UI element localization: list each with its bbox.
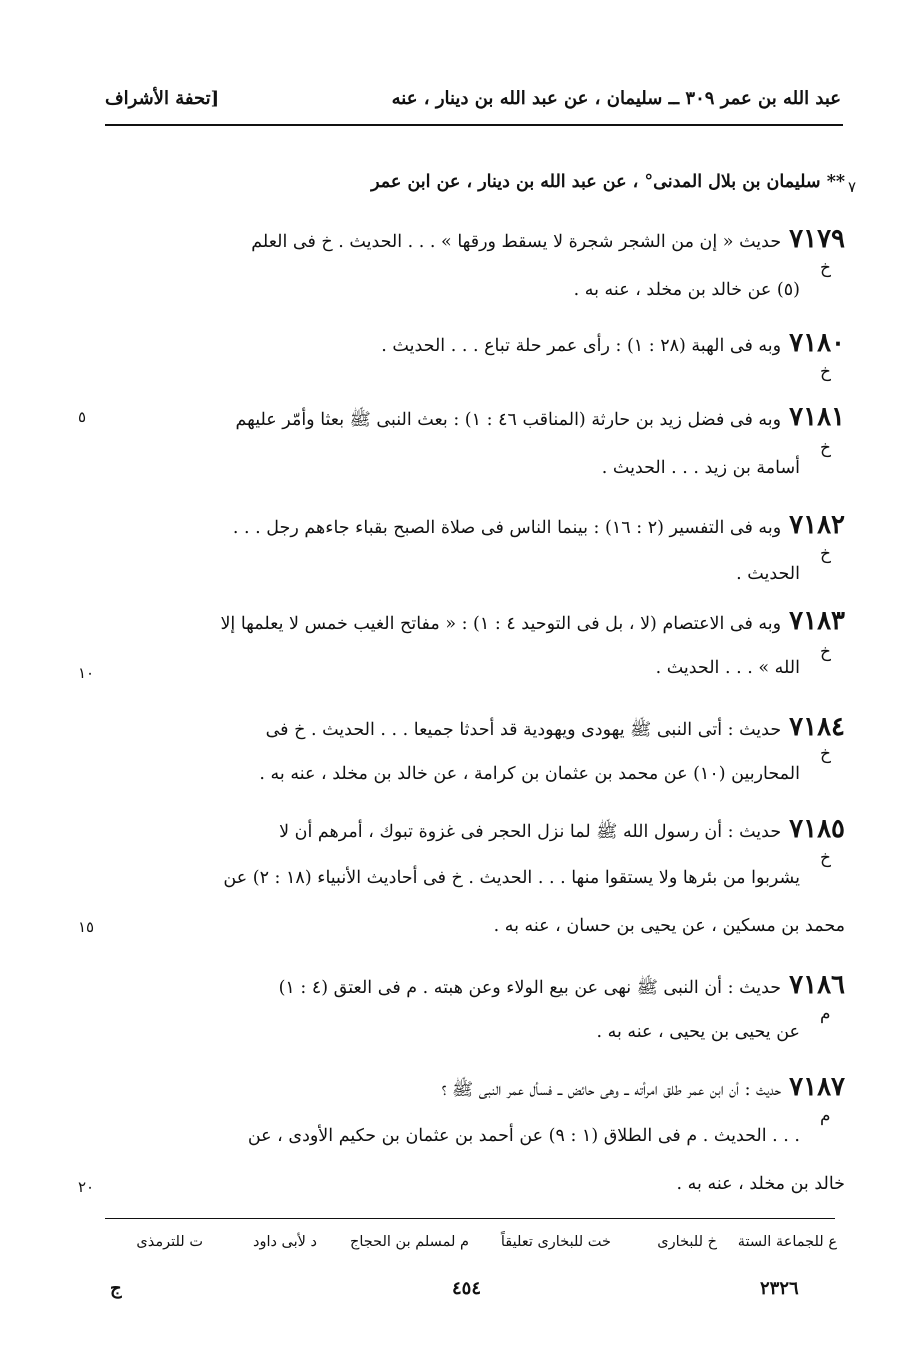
entry-7187-line2: . . . الحديث . م فى الطلاق (١ : ٩) عن أحمد بن عثمان بن حكيم الأودى ، عن bbox=[247, 1126, 800, 1146]
signature-mark: ج bbox=[110, 1278, 122, 1299]
line-number-15: ١٥ bbox=[78, 918, 95, 936]
entry-7183-line1: ٧١٨٣وبه فى الاعتصام (لا ، بل فى التوحيد ٤ : ١) : « مفاتح الغيب خمس لا يعلمها إلا bbox=[220, 606, 845, 636]
entry-7179-siglum: خ bbox=[820, 258, 831, 278]
entry-7179-line1: ٧١٧٩حديث « إن من الشجر شجرة لا يسقط ورقها » . . . الحديث . خ فى العلم bbox=[251, 224, 845, 254]
entry-7181-line1: ٧١٨١وبه فى فضل زيد بن حارثة (المناقب ٤٦ : ١) : بعث النبى ﷺ بعثا وأمّر عليهم bbox=[235, 402, 845, 432]
entry-7183-line2: الله » . . . الحديث . bbox=[655, 658, 800, 678]
entry-7187-line3: خالد بن مخلد ، عنه به . bbox=[676, 1174, 845, 1194]
legend-item: م لمسلم بن الحجاج bbox=[349, 1234, 469, 1250]
entry-7185-line1: ٧١٨٥حديث : أن رسول الله ﷺ لما نزل الحجر فى غزوة تبوك ، أمرهم أن لا bbox=[279, 814, 845, 844]
entry-7183-siglum: خ bbox=[820, 642, 831, 662]
section-heading: ** سليمان بن بلال المدنى° ، عن عبد الله بن دينار ، عن ابن عمر bbox=[371, 172, 845, 192]
page-number: ٤٥٤ bbox=[452, 1278, 482, 1299]
entry-7185-line2: يشربوا من بئرها ولا يستقوا منها . . . الحديث . خ فى أحاديث الأنبياء (١٨ : ٢) عن bbox=[223, 868, 800, 888]
entry-7186-line2: عن يحيى بن يحيى ، عنه به . bbox=[596, 1022, 800, 1042]
entry-7181-line2: أسامة بن زيد . . . الحديث . bbox=[601, 458, 800, 478]
entry-number: ٧١٨٧ bbox=[789, 1072, 845, 1102]
entry-7185-siglum: خ bbox=[820, 848, 831, 868]
legend-item: د لأبى داود bbox=[252, 1234, 317, 1250]
entry-7180-line1: ٧١٨٠وبه فى الهبة (٢٨ : ١) : رأى عمر حلة تباع . . . الحديث . bbox=[381, 328, 845, 358]
entry-7184-line1: ٧١٨٤حديث : أتى النبى ﷺ يهودى ويهودية قد أحدثا جميعا . . . الحديث . خ فى bbox=[265, 712, 845, 742]
entry-number: ٧١٨٢ bbox=[789, 510, 845, 540]
legend-item: خ للبخارى bbox=[657, 1234, 717, 1250]
footer-right-number: ٢٣٢٦ bbox=[760, 1278, 799, 1299]
book-title: [تحفة الأشراف bbox=[105, 88, 220, 109]
page-header bbox=[105, 88, 841, 120]
entry-number: ٧١٨٤ bbox=[789, 712, 845, 742]
running-title: عبد الله بن عمر ٣٠٩ ــ سليمان ، عن عبد الله بن دينار ، عنه bbox=[391, 88, 841, 109]
legend-item: ع للجماعة الستة bbox=[737, 1234, 837, 1250]
entry-number: ٧١٨٠ bbox=[789, 328, 845, 358]
entry-7182-line1: ٧١٨٢وبه فى التفسير (٢ : ١٦) : بينما الناس فى صلاة الصبح بقباء جاءهم رجل . . . bbox=[232, 510, 845, 540]
abbreviation-legend bbox=[105, 1234, 837, 1260]
entry-7184-line2: المحاربين (١٠) عن محمد بن عثمان بن كرامة ، عن خالد بن مخلد ، عنه به . bbox=[259, 764, 800, 784]
entry-7179-line2: (٥) عن خالد بن مخلد ، عنه به . bbox=[573, 280, 800, 300]
entry-7184-siglum: خ bbox=[820, 744, 831, 764]
entry-7186-line1: ٧١٨٦حديث : أن النبى ﷺ نهى عن بيع الولاء وعن هبته . م فى العتق (٤ : ١) bbox=[278, 970, 845, 1000]
entry-number: ٧١٧٩ bbox=[789, 224, 845, 254]
legend-item: خت للبخارى تعليقاً bbox=[500, 1234, 611, 1250]
entry-7182-line2: الحديث . bbox=[736, 564, 800, 584]
line-number-10: ١٠ bbox=[78, 664, 95, 682]
entry-number: ٧١٨٦ bbox=[789, 970, 845, 1000]
entry-7185-line3: محمد بن مسكين ، عن يحيى بن حسان ، عنه به . bbox=[493, 916, 845, 936]
legend-item: ت للترمذى bbox=[136, 1234, 203, 1250]
entry-7182-siglum: خ bbox=[820, 544, 831, 564]
entry-7187-siglum: م bbox=[820, 1106, 831, 1126]
section-number: ٧ bbox=[848, 178, 857, 196]
footer-rule bbox=[105, 1218, 835, 1219]
entry-7186-siglum: م bbox=[820, 1004, 831, 1024]
entry-7181-siglum: خ bbox=[820, 438, 831, 458]
entry-7187-line1: ٧١٨٧حديث : أن ابن عمر طلق امرأته ــ وهى حائض ــ فسأل عمر النبى ﷺ ؟ bbox=[441, 1072, 845, 1102]
line-number-20: ٢٠ bbox=[78, 1178, 95, 1196]
entry-number: ٧١٨٥ bbox=[789, 814, 845, 844]
entry-number: ٧١٨٣ bbox=[789, 606, 845, 636]
header-rule bbox=[105, 124, 843, 126]
line-number-5: ٥ bbox=[78, 408, 87, 426]
entry-number: ٧١٨١ bbox=[789, 402, 845, 432]
entry-7180-siglum: خ bbox=[820, 362, 831, 382]
